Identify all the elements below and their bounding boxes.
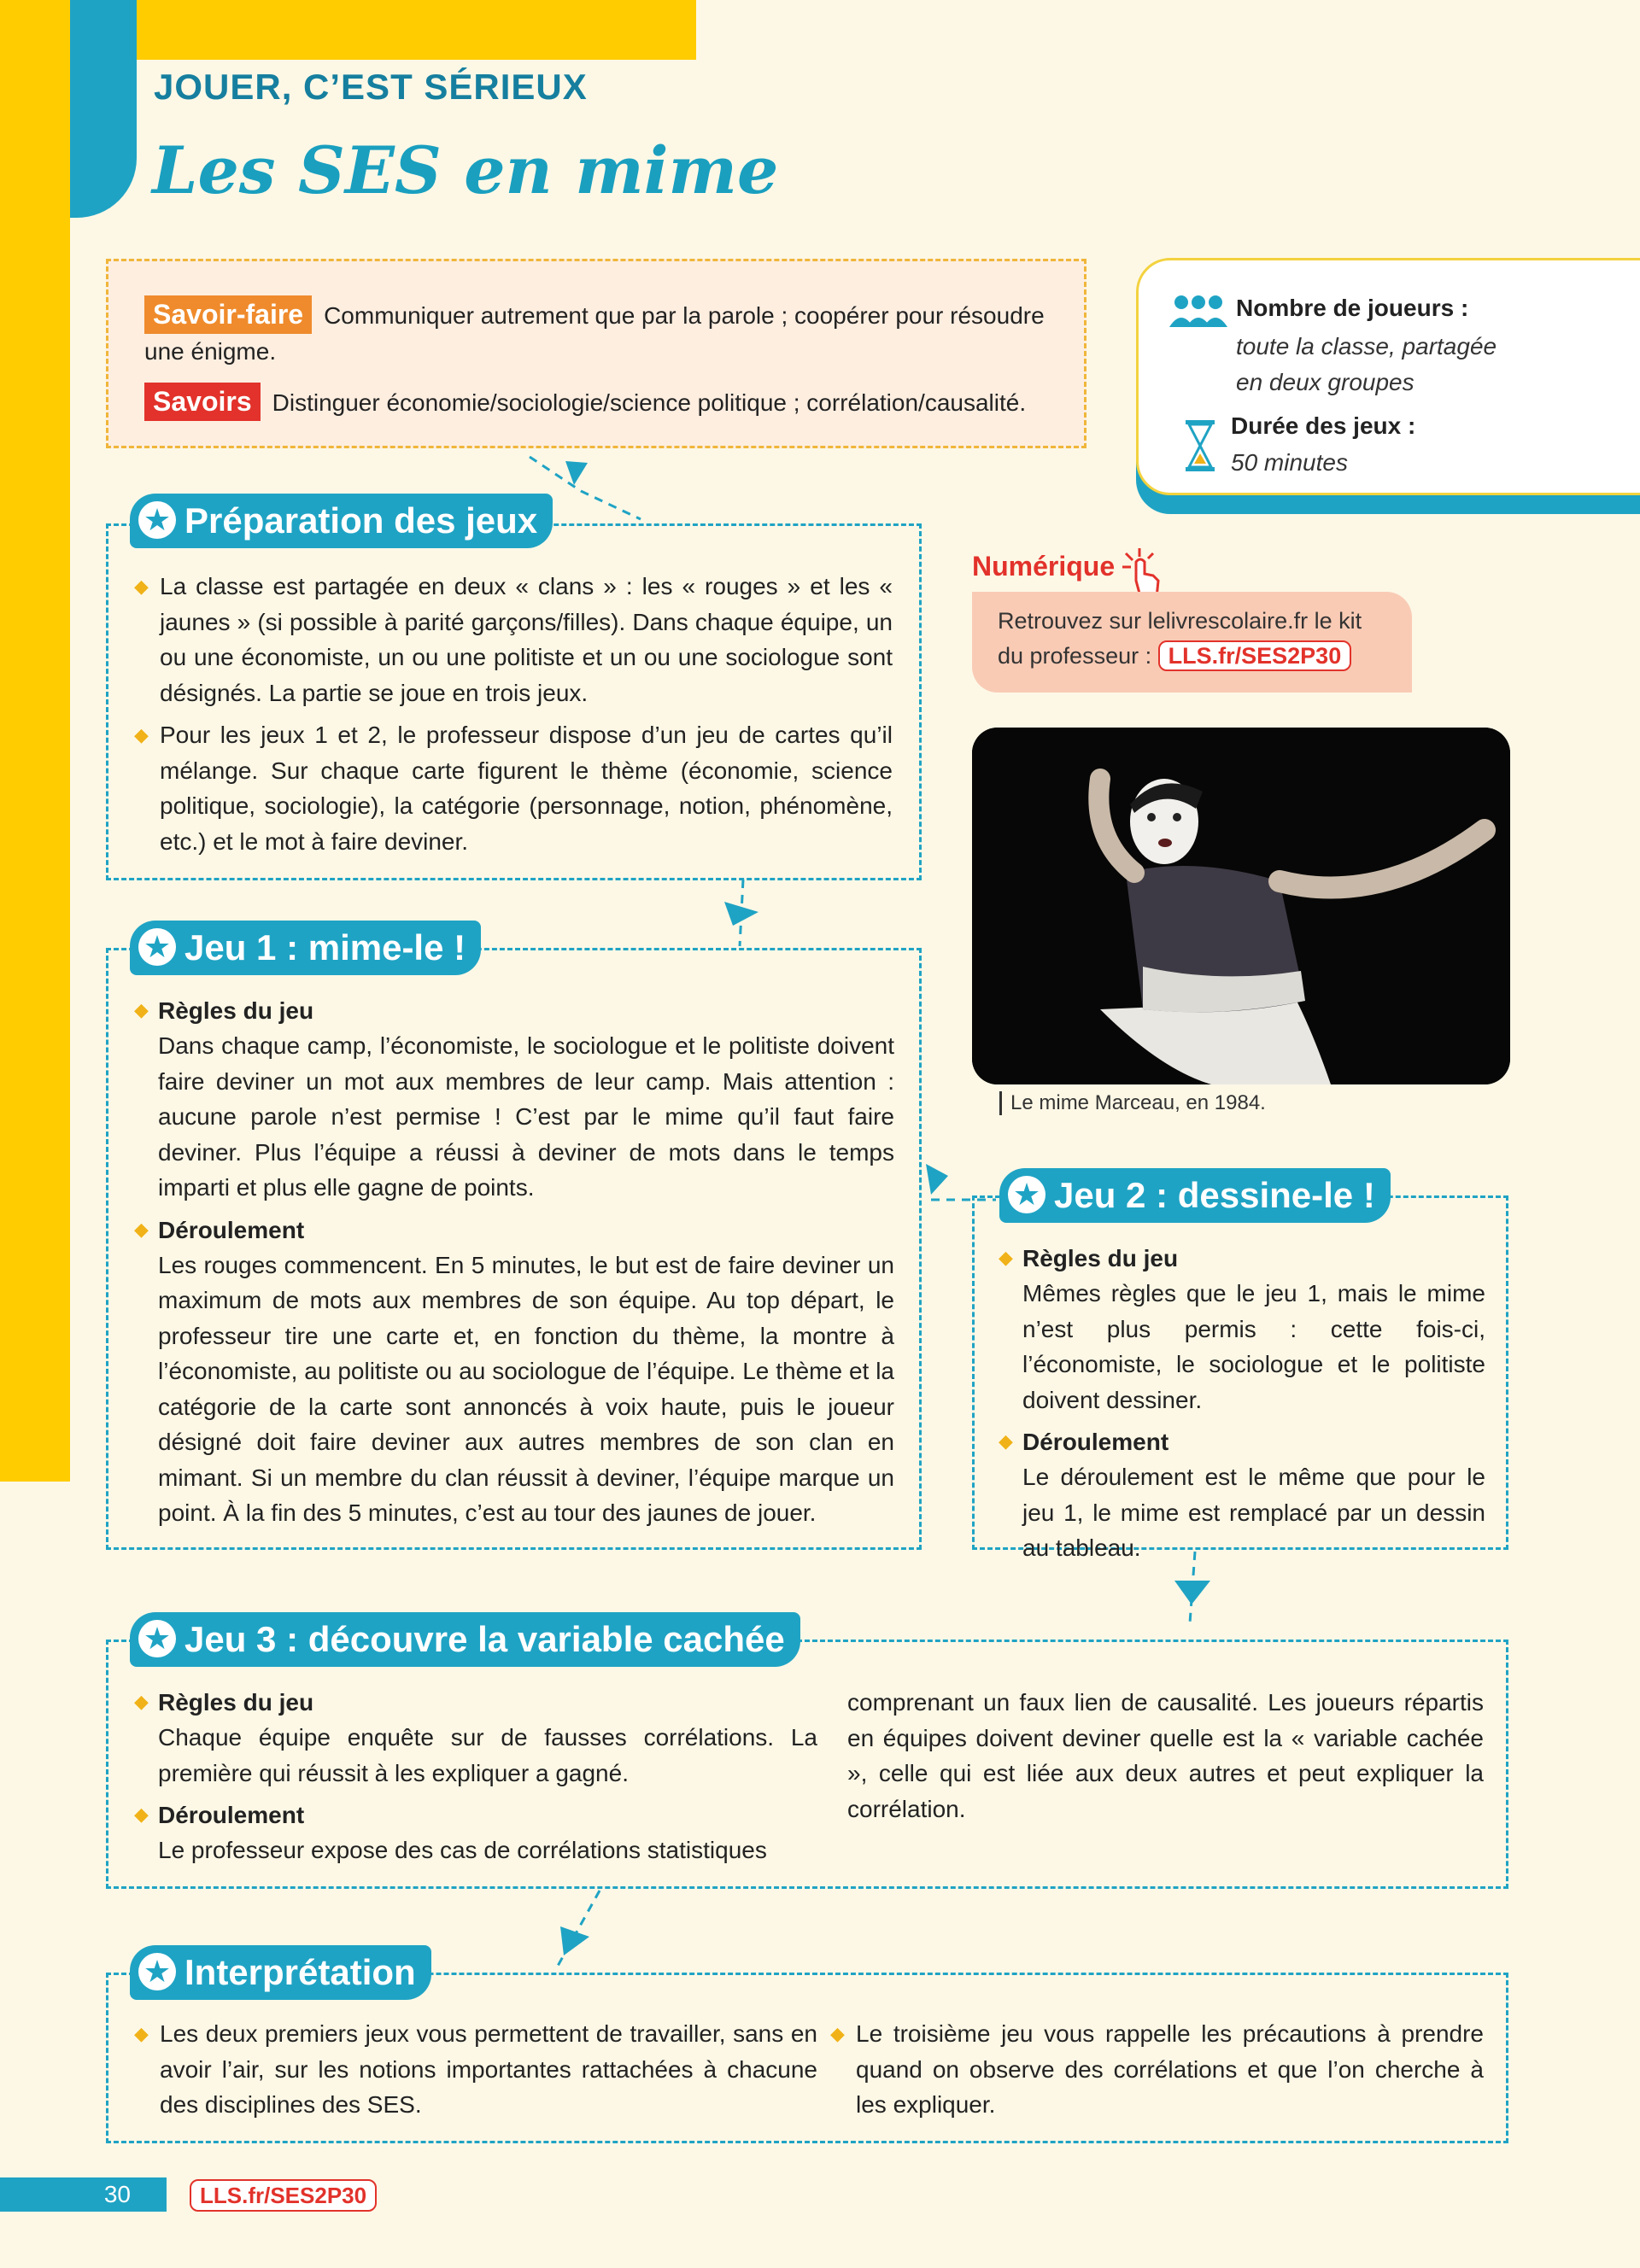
jeu1-rules-heading: ◆ Règles du jeu: [134, 993, 894, 1028]
footer-link[interactable]: LLS.fr/SES2P30: [190, 2179, 377, 2212]
jeu3-flow-text-1: Le professeur expose des cas de corrélations statistiques: [158, 1837, 767, 1863]
savoirs-tag: Savoirs: [144, 383, 261, 421]
numerique-text: [998, 604, 1362, 674]
jeu2-flow-text: Le déroulement est le même que pour le jeu 1, le mime est remplacé par un dessin au tableau.: [1022, 1464, 1485, 1561]
preparation-section: [106, 523, 922, 880]
hourglass-icon: [1185, 419, 1215, 472]
jeu2-section: [972, 1195, 1508, 1561]
jeu1-rules-text: Dans chaque camp, l’économiste, le sociologue et le politiste doivent faire deviner un mot aux membres de leur camp. Mais attention : aucune parole n’est permise ! C’est par le mime qu’il faut faire deviner. Plus l’équipe a réussi à deviner de mots dans le temps imparti et plus elle gagne de points.: [158, 1032, 894, 1201]
photo-caption: Le mime Marceau, en 1984.: [999, 1091, 1266, 1115]
connector-arrow: [1166, 1550, 1217, 1627]
interpretation-item: ◆ Les deux premiers jeux vous permettent de travailler, sans en avoir l’air, sur les notions importantes rattachées à chacune des disciplines des SES.: [134, 2016, 817, 2123]
mime-photo: [972, 728, 1510, 1084]
jeu3-section: [106, 1640, 1508, 1889]
interpretation-heading: [130, 1945, 431, 2000]
header-stripe: [137, 0, 696, 60]
players-value-2: en deux groupes: [1236, 369, 1414, 395]
page-title: Les SES en mime: [152, 132, 779, 208]
star-icon: ★: [138, 1620, 176, 1657]
savoir-faire-line: [144, 295, 1058, 369]
header-corner: [70, 0, 137, 218]
jeu1-section: [106, 948, 922, 1550]
numerique-link[interactable]: LLS.fr/SES2P30: [1158, 640, 1352, 671]
star-icon: ★: [138, 928, 176, 966]
skills-box: [106, 259, 1086, 448]
jeu3-flow-text-2: comprenant un faux lien de causalité. Les joueurs répartis en équipes doivent deviner quelle est la « variable cachée », celle qui est liée aux deux autres et peut expliquer la corrélation.: [847, 1689, 1484, 1822]
jeu3-rules-text: Chaque équipe enquête sur de fausses corrélations. La première qui réussit à les expliquer a gagné.: [158, 1724, 817, 1786]
jeu2-rules-text: Mêmes règles que le jeu 1, mais le mime n’est plus permis : cette fois-ci, l’économiste, le sociologue et le politiste doivent dessiner.: [1022, 1280, 1485, 1413]
star-icon: ★: [138, 501, 176, 539]
jeu1-title: Jeu 1 : mime-le !: [184, 927, 466, 967]
players-info-box: [1136, 258, 1640, 495]
jeu3-flow-heading: ◆ Déroulement: [134, 1797, 817, 1833]
jeu1-flow-heading: ◆ Déroulement: [134, 1213, 894, 1248]
interpretation-title: Interprétation: [184, 1952, 416, 1992]
players-label: Nombre de joueurs :: [1236, 295, 1469, 321]
numerique-box: [972, 592, 1412, 693]
jeu3-rules-heading: ◆ Règles du jeu: [134, 1685, 817, 1720]
jeu1-heading: [130, 921, 481, 975]
preparation-heading: [130, 494, 553, 548]
mime-illustration: [972, 728, 1510, 1084]
star-icon: ★: [1008, 1176, 1046, 1213]
connector-arrow: [547, 1887, 615, 1973]
players-value-1: toute la classe, partagée: [1236, 333, 1497, 359]
jeu1-flow-text: Les rouges commencent. En 5 minutes, le but est de faire deviner un maximum de mots aux membres de son équipe. Au top départ, le professeur tire une carte et, en fonction du thème, la montre à l’économiste, au politiste ou au sociologue de l’équipe. Le thème et la catégorie de la carte sont annoncés à voix haute, puis le joueur désigné doit faire deviner aux autres membres de son clan en mimant. Si un membre du clan réussit à deviner, l’équipe marque un point. À la fin des 5 minutes, c’est au tour des jaunes de jouer.: [158, 1251, 894, 1526]
jeu2-rules-heading: ◆ Règles du jeu: [999, 1241, 1485, 1276]
duration-label: Durée des jeux :: [1231, 412, 1416, 439]
savoir-faire-text: Communiquer autrement que par la parole ; coopérer pour résoudre une énigme.: [144, 302, 1045, 365]
jeu2-heading: [999, 1168, 1391, 1223]
interpretation-item: ◆ Le troisième jeu vous rappelle les précautions à prendre quand on observe des corrélations et que l’on cherche à les expliquer.: [830, 2016, 1484, 2123]
star-icon: ★: [138, 1953, 176, 1990]
section-kicker: JOUER, C’EST SÉRIEUX: [154, 67, 588, 107]
decorative-band: [0, 0, 70, 1482]
numerique-text-1: Retrouvez sur lelivrescolaire.fr le kit: [998, 608, 1362, 634]
preparation-item: ◆ Pour les jeux 1 et 2, le professeur dispose d’un jeu de cartes qu’il mélange. Sur chaque carte figurent le thème (économie, science politique, sociologie), la catégorie (personnage, notion, phénomène, etc.) et le mot à faire deviner.: [134, 717, 893, 859]
numerique-label: Numérique: [972, 551, 1116, 582]
group-icon: [1168, 293, 1229, 330]
page-number: 30: [0, 2177, 167, 2212]
jeu3-heading: [130, 1612, 800, 1667]
savoirs-text: Distinguer économie/sociologie/science politique ; corrélation/causalité.: [272, 389, 1027, 416]
preparation-title: Préparation des jeux: [184, 500, 538, 541]
savoir-faire-tag: Savoir-faire: [144, 295, 312, 334]
connector-arrow: [718, 878, 769, 950]
jeu2-title: Jeu 2 : dessine-le !: [1054, 1175, 1375, 1215]
jeu2-flow-heading: ◆ Déroulement: [999, 1424, 1485, 1459]
preparation-item: ◆ La classe est partagée en deux « clans » : les « rouges » et les « jaunes » (si possible à parité garçons/filles). Dans chaque équipe, un ou une économiste, un ou une politiste et un ou une sociologue sont désignés. La partie se joue en trois jeux.: [134, 569, 893, 710]
numerique-text-2: du professeur :: [998, 643, 1152, 669]
jeu3-title: Jeu 3 : découvre la variable cachée: [184, 1619, 785, 1659]
duration-value: 50 minutes: [1231, 449, 1348, 476]
savoirs-line: [144, 383, 1058, 421]
